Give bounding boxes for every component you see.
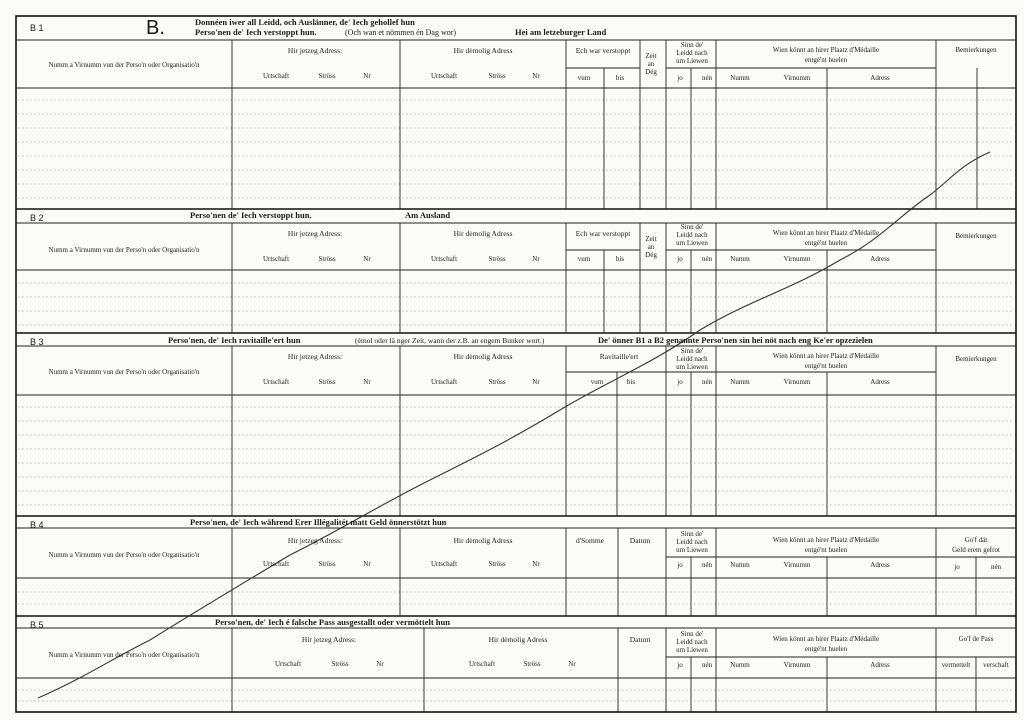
b1-heading-line2c: Hei am letzeburger Land [515, 27, 607, 37]
col-urtschaft: Urtschaft [274, 660, 302, 668]
col-current-address: Hir jetzeg Adress: [287, 536, 343, 545]
col-firstname: Virnumm [783, 378, 811, 386]
col-duration: Zeit an Dég [645, 52, 657, 77]
col-current-address: Hir jetzeg Adress: [287, 46, 343, 55]
col-name-label: Numm a Virnumm vun der Perso'n oder Organisatio'n [48, 368, 200, 376]
col-no: nén [701, 661, 713, 669]
outer-border [16, 16, 1016, 712]
col-remarks: Bemierkungen [955, 232, 997, 240]
col-medal-line2: entgé'nt huelen [804, 239, 848, 247]
col-urtschaft: Urtschaft [262, 72, 290, 80]
col-supplied: Ravitaille'ert [599, 352, 639, 361]
col-stross: Ströss [318, 560, 336, 568]
col-medal-line2: entgé'nt huelen [804, 362, 848, 370]
col-former-address: Hir dėmolig Adress [453, 229, 513, 238]
col-stross: Ströss [488, 255, 506, 263]
col-alive: Sinn de' Leidd nach um Liewen [676, 347, 708, 372]
col-medal-line2: entgé'nt huelen [804, 56, 848, 64]
col-date: Datum [629, 536, 651, 545]
col-medal-line1: Wien könnt an hirer Plaatz d'Médaille [772, 229, 880, 237]
col-nr: Nr [363, 72, 371, 80]
col-yes: jo [954, 563, 960, 571]
col-money-returned-1: Go'f dät [964, 536, 988, 544]
col-to: bis [615, 255, 625, 263]
col-former-address: Hir dėmolig Adress [453, 536, 513, 545]
col-yes: jo [677, 378, 683, 386]
col-hidden-period: Ech war verstoppt [575, 46, 631, 55]
col-nr: Nr [363, 378, 371, 386]
col-nr: Nr [532, 72, 540, 80]
col-surname: Numm [730, 74, 750, 82]
col-hidden-period: Ech war verstoppt [575, 229, 631, 238]
b1-heading-line2b: (Och wan et nömmen én Dag wor) [345, 28, 457, 37]
col-stross: Ströss [331, 660, 349, 668]
col-stross: Ströss [318, 72, 336, 80]
col-no: nén [701, 378, 713, 386]
col-urtschaft: Urtschaft [430, 378, 458, 386]
col-address: Adress [870, 561, 890, 569]
col-firstname: Virnumm [783, 74, 811, 82]
section-b3-tag: B 3 [30, 337, 44, 347]
col-nr: Nr [532, 255, 540, 263]
col-yes: jo [677, 661, 683, 669]
col-stross: Ströss [318, 378, 336, 386]
section-b2-tag: B 2 [30, 213, 44, 223]
col-name-label: Numm a Virnumm vun der Perso'n oder Organisatio'n [48, 651, 200, 659]
col-former-address: Hir dėmolig Adress [488, 635, 548, 644]
col-sum: d'Somme [575, 536, 605, 545]
col-medal-line2: entgé'nt huelen [804, 645, 848, 653]
col-to: bis [626, 378, 636, 386]
col-nr: Nr [568, 660, 576, 668]
section-b5-tag: B 5 [30, 620, 44, 630]
col-yes: jo [677, 561, 683, 569]
col-name-label: Numm a Virnumm vun der Perso'n oder Organisatio'n [48, 246, 200, 254]
col-nr: Nr [532, 378, 540, 386]
section-b-letter: B. [146, 17, 165, 39]
col-to: bis [615, 74, 625, 82]
col-surname: Numm [730, 255, 750, 263]
col-remarks: Bemierkungen [955, 46, 997, 54]
col-urtschaft: Urtschaft [262, 560, 290, 568]
col-arranged: vermettelt [941, 661, 971, 669]
col-alive: Sinn de' Leidd nach um Liewen [676, 530, 708, 555]
col-urtschaft: Urtschaft [468, 660, 496, 668]
col-from: vum [590, 378, 604, 386]
col-money-returned-2: Geld erem gefrot [952, 546, 1000, 554]
b4-heading: Perso'nen, de' Iech während Erer Illégalitét matt Geld önnerstötzt hun [190, 517, 447, 527]
col-surname: Numm [730, 661, 750, 669]
col-stross: Ströss [488, 72, 506, 80]
col-current-address: Hir jetzeg Adress: [287, 229, 343, 238]
col-urtschaft: Urtschaft [262, 378, 290, 386]
b3-heading-note: (émol oder lä nger Zeit, wann der z.B. an engem Bunker wort.) [355, 336, 545, 345]
col-name-label: Numm a Virnumm vun der Perso'n oder Organisatio'n [48, 61, 200, 69]
col-former-address: Hir dėmolig Adress [453, 352, 513, 361]
col-no: nén [701, 74, 713, 82]
col-surname: Numm [730, 561, 750, 569]
section-b1-tag: B 1 [30, 23, 44, 33]
col-no: nén [990, 563, 1002, 571]
col-nr: Nr [532, 560, 540, 568]
col-current-address: Hir jetzeg Adress: [287, 352, 343, 361]
col-medal-line2: entgé'nt huelen [804, 546, 848, 554]
col-alive: Sinn de' Leidd nach um Liewen [676, 223, 708, 248]
section-b4-tag: B 4 [30, 520, 44, 530]
b3-heading-exclusion: De' önner B1 a B2 genannte Perso'nen sin hei nöt nach eng Ke'er opzezielen [598, 335, 873, 345]
col-remarks: Bemierkungen [955, 355, 997, 363]
col-urtschaft: Urtschaft [430, 72, 458, 80]
col-from: vum [577, 74, 591, 82]
col-medal-line1: Wien könnt an hirer Plaatz d'Médaille [772, 352, 880, 360]
col-stross: Ströss [523, 660, 541, 668]
col-alive: Sinn de' Leidd nach um Liewen [676, 630, 708, 655]
col-stross: Ströss [488, 378, 506, 386]
col-medal-line1: Wien könnt an hirer Plaatz d'Médaille [772, 536, 880, 544]
col-yes: jo [677, 74, 683, 82]
col-issued: verschaft [983, 661, 1009, 669]
col-urtschaft: Urtschaft [430, 255, 458, 263]
col-duration: Zeit an Dég [645, 235, 657, 260]
col-name-label: Numm a Virnumm vun der Perso'n oder Organisatio'n [48, 551, 200, 559]
col-no: nén [701, 255, 713, 263]
col-pass: Go'f de Pass [958, 635, 994, 643]
b3-heading: Perso'nen, de' Iech ravitaille'ert hun [168, 335, 301, 345]
col-firstname: Virnumm [783, 255, 811, 263]
b1-heading-line1: Donnéen iwer all Leidd, och Auslänner, de' Iech gehollef hun [195, 17, 415, 27]
col-medal-line1: Wien könnt an hirer Plaatz d'Médaille [772, 635, 880, 643]
col-surname: Numm [730, 378, 750, 386]
col-former-address: Hir dėmolig Adress [453, 46, 513, 55]
col-no: nén [701, 561, 713, 569]
col-nr: Nr [376, 660, 384, 668]
col-address: Adress [870, 74, 890, 82]
col-firstname: Virnumm [783, 561, 811, 569]
col-from: vum [577, 255, 591, 263]
col-alive: Sinn de' Leidd nach um Liewen [676, 41, 708, 66]
col-current-address: Hir jetzeg Adress: [301, 635, 357, 644]
col-date: Datum [629, 635, 651, 644]
col-nr: Nr [363, 255, 371, 263]
col-address: Adress [870, 255, 890, 263]
col-nr: Nr [363, 560, 371, 568]
col-address: Adress [870, 661, 890, 669]
col-stross: Ströss [318, 255, 336, 263]
col-address: Adress [870, 378, 890, 386]
col-firstname: Virnumm [783, 661, 811, 669]
col-urtschaft: Urtschaft [430, 560, 458, 568]
col-yes: jo [677, 255, 683, 263]
b2-heading-abroad: Am Ausland [405, 210, 451, 220]
col-stross: Ströss [488, 560, 506, 568]
b2-heading: Perso'nen de' Iech verstoppt hun. [190, 210, 312, 220]
b5-heading: Perso'nen, de' Iech é falsche Pass ausgestallt oder vermöttelt hun [215, 617, 450, 627]
col-urtschaft: Urtschaft [262, 255, 290, 263]
col-medal-line1: Wien könnt an hirer Plaatz d'Médaille [772, 46, 880, 54]
b1-heading-line2a: Perso'nen de' Iech verstoppt hun. [195, 27, 317, 37]
